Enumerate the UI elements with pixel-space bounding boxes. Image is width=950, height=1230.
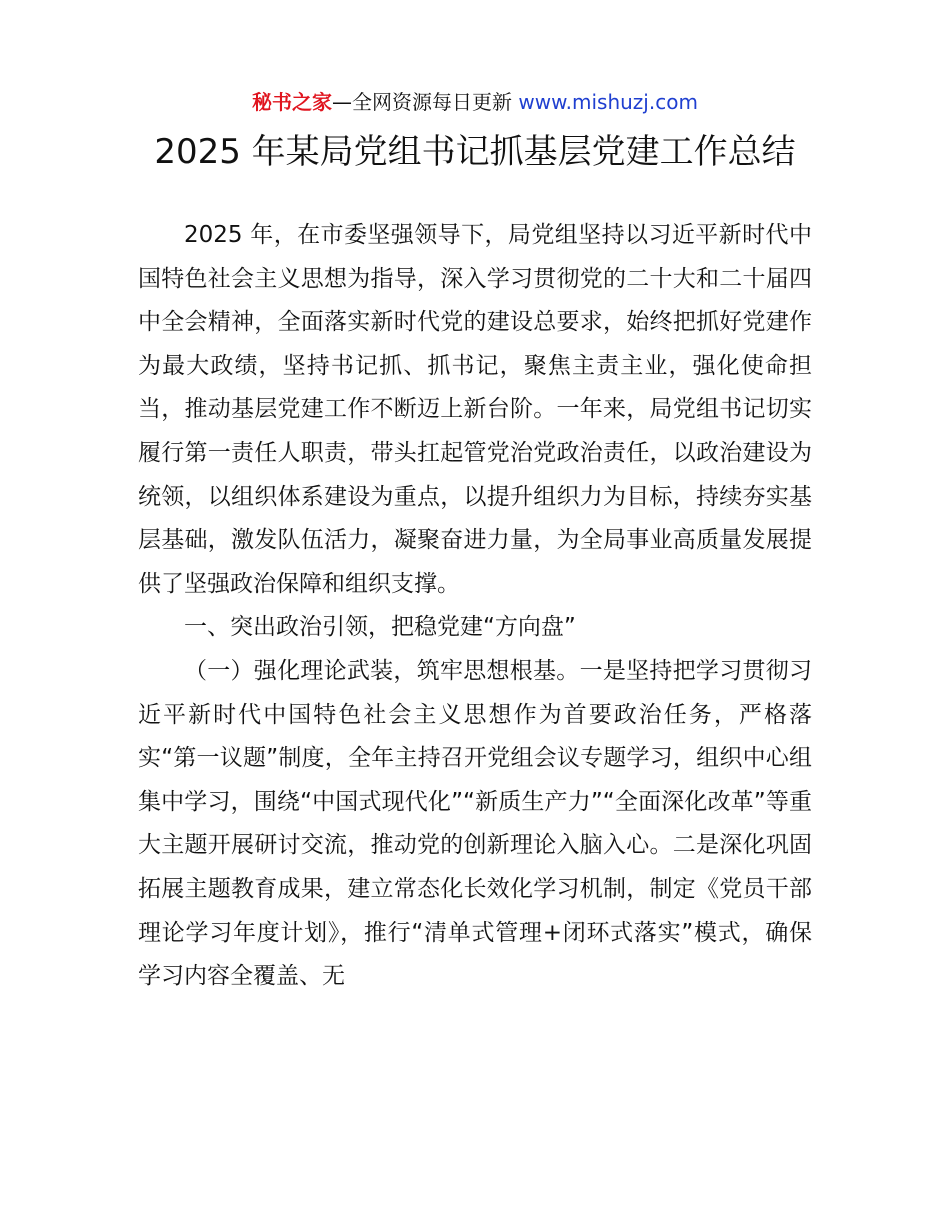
document-body [138,214,812,999]
header-url-link[interactable]: www.mishuzj.com [518,90,698,114]
section-heading: 一、突出政治引领，把稳党建“方向盘” [184,614,576,641]
subsection-body: 一是坚持把学习贯彻习近平新时代中国特色社会主义思想作为首要政治任务，严格落实“第一议题”制度，全年主持召开党组会议专题学习，组织中心组集中学习，围绕“中国式现代化”“新质生产力”“全面深化改革”等重大主题开展研讨交流，推动党的创新理论入脑入心。二是深化巩固拓展主题教育成果，建立常态化长效化学习机制，制定《党员干部理论学习年度计划》，推行“清单式管理+闭环式落实”模式，确保学习内容全覆盖、无 [138,657,813,990]
document-title: 2025 年某局党组书记抓基层党建工作总结 [154,132,796,172]
subsection-paragraph [138,650,812,999]
header-brand: 秘书之家 [252,90,333,114]
subsection-lead: （一）强化理论武装，筑牢思想根基。 [184,657,580,684]
site-header [0,88,950,116]
intro-paragraph: 2025 年，在市委坚强领导下，局党组坚持以习近平新时代中国特色社会主义思想为指导，深入学习贯彻党的二十大和二十届四中全会精神，全面落实新时代党的建设总要求，始终把抓好党建作为最大政绩，坚持书记抓、抓书记，聚焦主责主业，强化使命担当，推动基层党建工作不断迈上新台阶。一年来，局党组书记切实履行第一责任人职责，带头扛起管党治党政治责任，以政治建设为统领，以组织体系建设为重点，以提升组织力为目标，持续夯实基层基础，激发队伍活力，凝聚奋进力量，为全局事业高质量发展提供了坚强政治保障和组织支撑。 [138,222,812,597]
header-slogan: —全网资源每日更新 [332,90,513,114]
